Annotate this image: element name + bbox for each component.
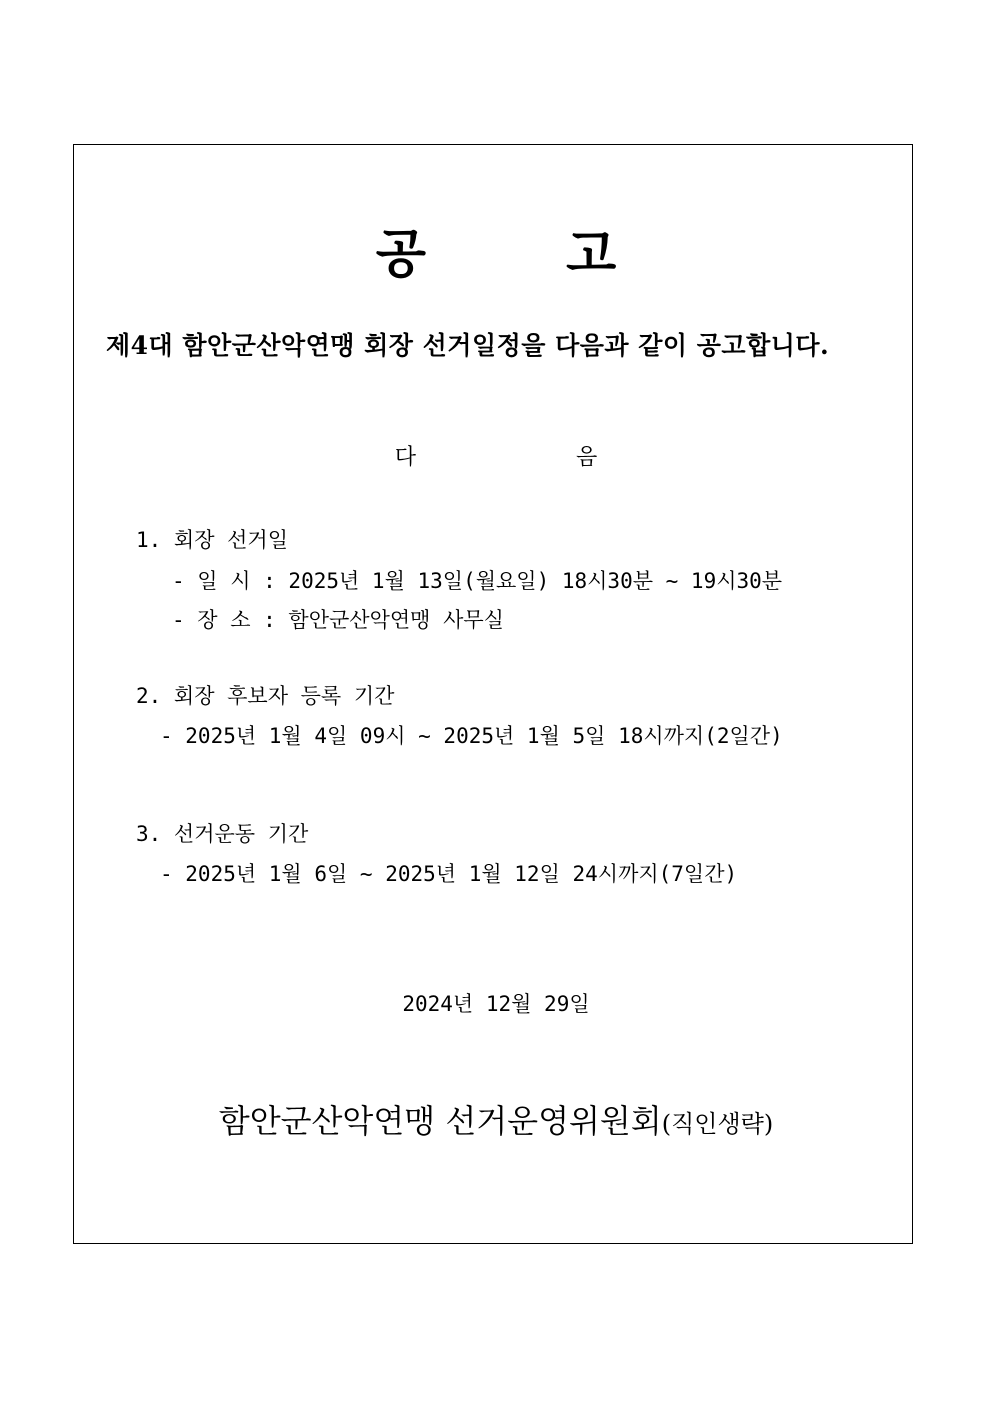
section-1-heading: 1. 회장 선거일: [136, 528, 289, 552]
section-2-period: - 2025년 1월 4일 09시 ~ 2025년 1월 5일 18시까지(2일간): [160, 724, 783, 748]
title-char-1: 공: [375, 224, 426, 285]
daeum-char-1: 다: [394, 445, 416, 470]
section-1-location: - 장 소 : 함안군산악연맹 사무실: [172, 608, 504, 632]
section-2-heading: 2. 회장 후보자 등록 기간: [136, 684, 395, 708]
signer-block: [0, 1096, 992, 1142]
seal-omitted-note: (직인생략): [661, 1110, 774, 1138]
notice-intro: 제4대 함안군산악연맹 회장 선거일정을 다음과 같이 공고합니다.: [106, 331, 830, 360]
title-char-2: 고: [566, 224, 617, 285]
section-1-datetime: - 일 시 : 2025년 1월 13일(월요일) 18시30분 ~ 19시30분: [172, 569, 783, 593]
notice-title: [0, 212, 992, 287]
section-3-heading: 3. 선거운동 기간: [136, 822, 309, 846]
section-3-period: - 2025년 1월 6일 ~ 2025년 1월 12일 24시까지(7일간): [160, 862, 738, 886]
notice-date: 2024년 12월 29일: [402, 992, 590, 1016]
daeum-char-2: 음: [576, 445, 598, 470]
daeum-heading: [0, 440, 992, 471]
signer-name: 함안군산악연맹 선거운영위원회: [218, 1102, 662, 1140]
